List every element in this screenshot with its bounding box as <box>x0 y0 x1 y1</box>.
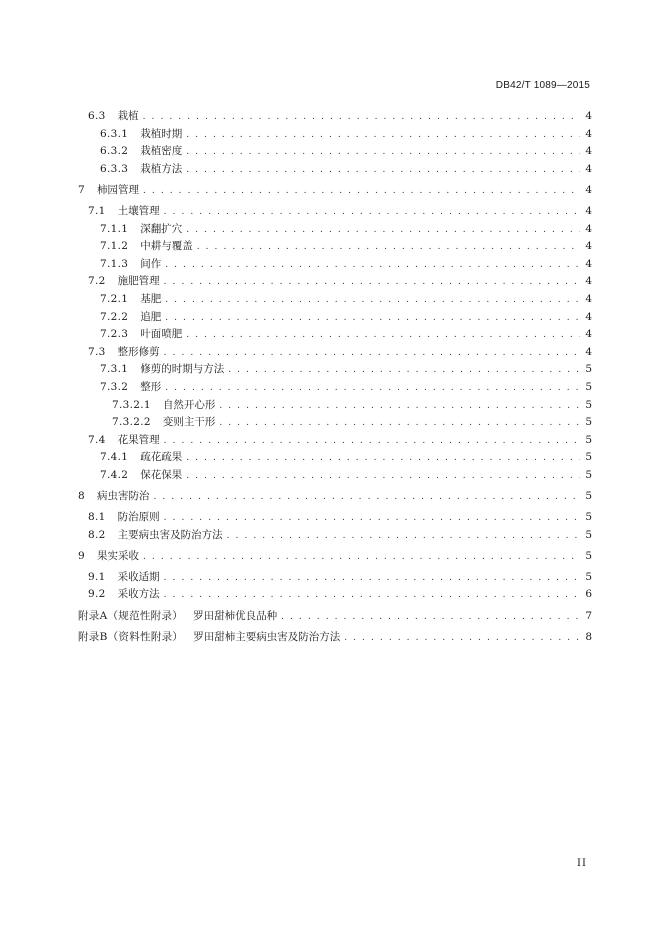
toc-leader <box>164 433 580 451</box>
toc-title: 柿园管理 <box>96 183 139 196</box>
toc-title: 疏花疏果 <box>140 451 183 464</box>
toc-number: 7.2.1 <box>100 292 129 305</box>
toc-leader <box>186 327 580 345</box>
toc-title: 基肥 <box>140 292 162 305</box>
toc-leader <box>344 630 580 648</box>
toc-page: 4 <box>585 222 592 235</box>
toc-page: 5 <box>585 489 592 502</box>
toc-title: 罗田甜柿主要病虫害及防治方法 <box>193 630 341 643</box>
page-number: II <box>577 858 587 869</box>
toc-page: 8 <box>585 630 592 643</box>
toc-entry[interactable] <box>78 326 592 344</box>
toc-leader <box>164 274 580 292</box>
toc-number: 7.1.3 <box>100 257 129 270</box>
toc-leader <box>164 587 580 605</box>
toc-number: 8.1 <box>88 511 106 524</box>
toc-title: 栽植方法 <box>140 162 183 175</box>
toc-entry[interactable] <box>78 467 592 485</box>
toc-number: 7.4.1 <box>100 451 129 464</box>
toc-title: 深翻扩穴 <box>140 222 183 235</box>
toc-entry[interactable] <box>78 449 592 467</box>
toc-leader <box>186 144 580 162</box>
toc-title: 防治原则 <box>117 511 160 524</box>
toc-number: 7.4.2 <box>100 468 129 481</box>
toc-entry[interactable] <box>78 397 592 415</box>
toc-leader <box>227 528 580 546</box>
toc-page: 5 <box>585 416 592 429</box>
toc-leader <box>197 239 580 257</box>
toc-leader <box>153 489 580 507</box>
toc-number: 7.3 <box>88 345 106 358</box>
toc-page: 4 <box>585 162 592 175</box>
toc-title: 追肥 <box>140 310 162 323</box>
toc-number: 9 <box>78 549 85 562</box>
table-of-contents <box>78 108 592 646</box>
toc-page: 4 <box>585 240 592 253</box>
toc-entry[interactable] <box>78 203 592 221</box>
toc-number: 7.1.2 <box>100 240 129 253</box>
toc-title: 变则主干形 <box>162 416 216 429</box>
toc-entry[interactable] <box>78 527 592 545</box>
toc-title: 土壤管理 <box>117 204 160 217</box>
toc-leader <box>186 127 580 145</box>
toc-page: 4 <box>585 127 592 140</box>
toc-number: 9.1 <box>88 570 106 583</box>
toc-title: 采收方法 <box>117 588 160 601</box>
toc-page: 6 <box>585 588 592 601</box>
toc-entry[interactable] <box>78 291 592 309</box>
toc-leader <box>165 310 580 328</box>
toc-leader <box>164 345 580 363</box>
toc-title: 间作 <box>140 257 162 270</box>
toc-entry[interactable] <box>78 126 592 144</box>
toc-title: 果实采收 <box>96 549 139 562</box>
toc-title: 整形修剪 <box>117 345 160 358</box>
toc-page: 4 <box>585 292 592 305</box>
toc-number: 9.2 <box>88 588 106 601</box>
toc-leader <box>281 609 580 627</box>
toc-leader <box>186 450 580 468</box>
toc-number: 7.2.2 <box>100 310 129 323</box>
toc-number: 6.3.2 <box>100 145 129 158</box>
toc-entry[interactable] <box>78 414 592 432</box>
document-id: DB42/T 1089—2015 <box>495 80 590 91</box>
toc-number: 7.3.2.2 <box>112 416 151 429</box>
toc-entry[interactable] <box>78 344 592 362</box>
toc-page: 4 <box>585 275 592 288</box>
toc-leader <box>143 183 580 201</box>
toc-entry-appendix-b[interactable] <box>78 629 592 647</box>
toc-number: 7.1.1 <box>100 222 129 235</box>
toc-title: 主要病虫害及防治方法 <box>117 528 223 541</box>
toc-page: 5 <box>585 398 592 411</box>
toc-entry[interactable] <box>78 238 592 256</box>
toc-entry[interactable] <box>78 161 592 179</box>
toc-number: 7.2.3 <box>100 328 129 341</box>
toc-page: 4 <box>585 204 592 217</box>
toc-title: 保花保果 <box>140 468 183 481</box>
toc-number: 7.3.1 <box>100 363 129 376</box>
toc-number: 附录A（规范性附录） <box>78 609 184 622</box>
toc-number: 7.1 <box>88 204 106 217</box>
toc-number: 7.3.2 <box>100 380 129 393</box>
toc-title: 病虫害防治 <box>96 489 150 502</box>
toc-title: 中耕与覆盖 <box>140 240 193 253</box>
toc-entry[interactable] <box>78 488 592 506</box>
toc-page: 5 <box>585 451 592 464</box>
toc-leader <box>164 204 580 222</box>
toc-number: 附录B（资料性附录） <box>78 630 184 643</box>
toc-title: 施肥管理 <box>117 275 160 288</box>
toc-leader <box>143 549 580 567</box>
toc-page: 4 <box>585 310 592 323</box>
toc-number: 7.4 <box>88 433 106 446</box>
toc-number: 7 <box>78 183 85 196</box>
toc-page: 5 <box>585 549 592 562</box>
toc-title: 修剪的时期与方法 <box>140 363 225 376</box>
toc-entry[interactable] <box>78 182 592 200</box>
toc-entry[interactable] <box>78 221 592 239</box>
toc-leader <box>143 109 580 127</box>
toc-entry[interactable] <box>78 548 592 566</box>
toc-entry[interactable] <box>78 256 592 274</box>
toc-number: 8 <box>78 489 85 502</box>
toc-entry[interactable] <box>78 108 592 126</box>
toc-entry-appendix-a[interactable] <box>78 608 592 626</box>
toc-page: 7 <box>585 609 592 622</box>
toc-page: 4 <box>585 145 592 158</box>
toc-number: 8.2 <box>88 528 106 541</box>
toc-leader <box>186 468 580 486</box>
toc-title: 栽植 <box>117 110 139 122</box>
toc-number: 6.3 <box>88 110 106 122</box>
toc-leader <box>165 257 580 275</box>
toc-title: 花果管理 <box>117 433 160 446</box>
toc-page: 4 <box>585 257 592 270</box>
toc-leader <box>186 222 580 240</box>
toc-entry[interactable] <box>78 432 592 450</box>
toc-entry[interactable] <box>78 361 592 379</box>
toc-entry[interactable] <box>78 379 592 397</box>
toc-number: 7.3.2.1 <box>112 398 151 411</box>
toc-entry[interactable] <box>78 509 592 527</box>
toc-number: 6.3.1 <box>100 127 129 140</box>
toc-leader <box>228 362 580 380</box>
toc-entry[interactable] <box>78 586 592 604</box>
toc-title: 自然开心形 <box>162 398 216 411</box>
toc-title: 叶面喷肥 <box>140 328 183 341</box>
toc-title: 栽植密度 <box>140 145 183 158</box>
toc-title: 栽植时期 <box>140 127 183 140</box>
toc-leader <box>164 570 580 588</box>
toc-leader <box>186 162 580 180</box>
toc-page: 5 <box>585 380 592 393</box>
toc-number: 7.2 <box>88 275 106 288</box>
toc-entry[interactable] <box>78 273 592 291</box>
toc-entry[interactable] <box>78 143 592 161</box>
toc-page: 4 <box>585 110 592 122</box>
toc-number: 6.3.3 <box>100 162 129 175</box>
toc-page: 5 <box>585 363 592 376</box>
toc-page: 5 <box>585 511 592 524</box>
toc-page: 5 <box>585 468 592 481</box>
toc-leader <box>219 398 580 416</box>
toc-page: 5 <box>585 433 592 446</box>
toc-page: 4 <box>585 183 592 196</box>
toc-page: 5 <box>585 528 592 541</box>
toc-title: 罗田甜柿优良品种 <box>193 609 278 622</box>
toc-title: 采收适期 <box>117 570 160 583</box>
toc-page: 4 <box>585 345 592 358</box>
toc-leader <box>219 415 580 433</box>
toc-entry[interactable] <box>78 309 592 327</box>
toc-page: 5 <box>585 570 592 583</box>
toc-title: 整形 <box>140 380 162 393</box>
toc-leader <box>164 510 580 528</box>
toc-leader <box>165 380 580 398</box>
toc-page: 4 <box>585 328 592 341</box>
toc-leader <box>165 292 580 310</box>
toc-entry[interactable] <box>78 569 592 587</box>
